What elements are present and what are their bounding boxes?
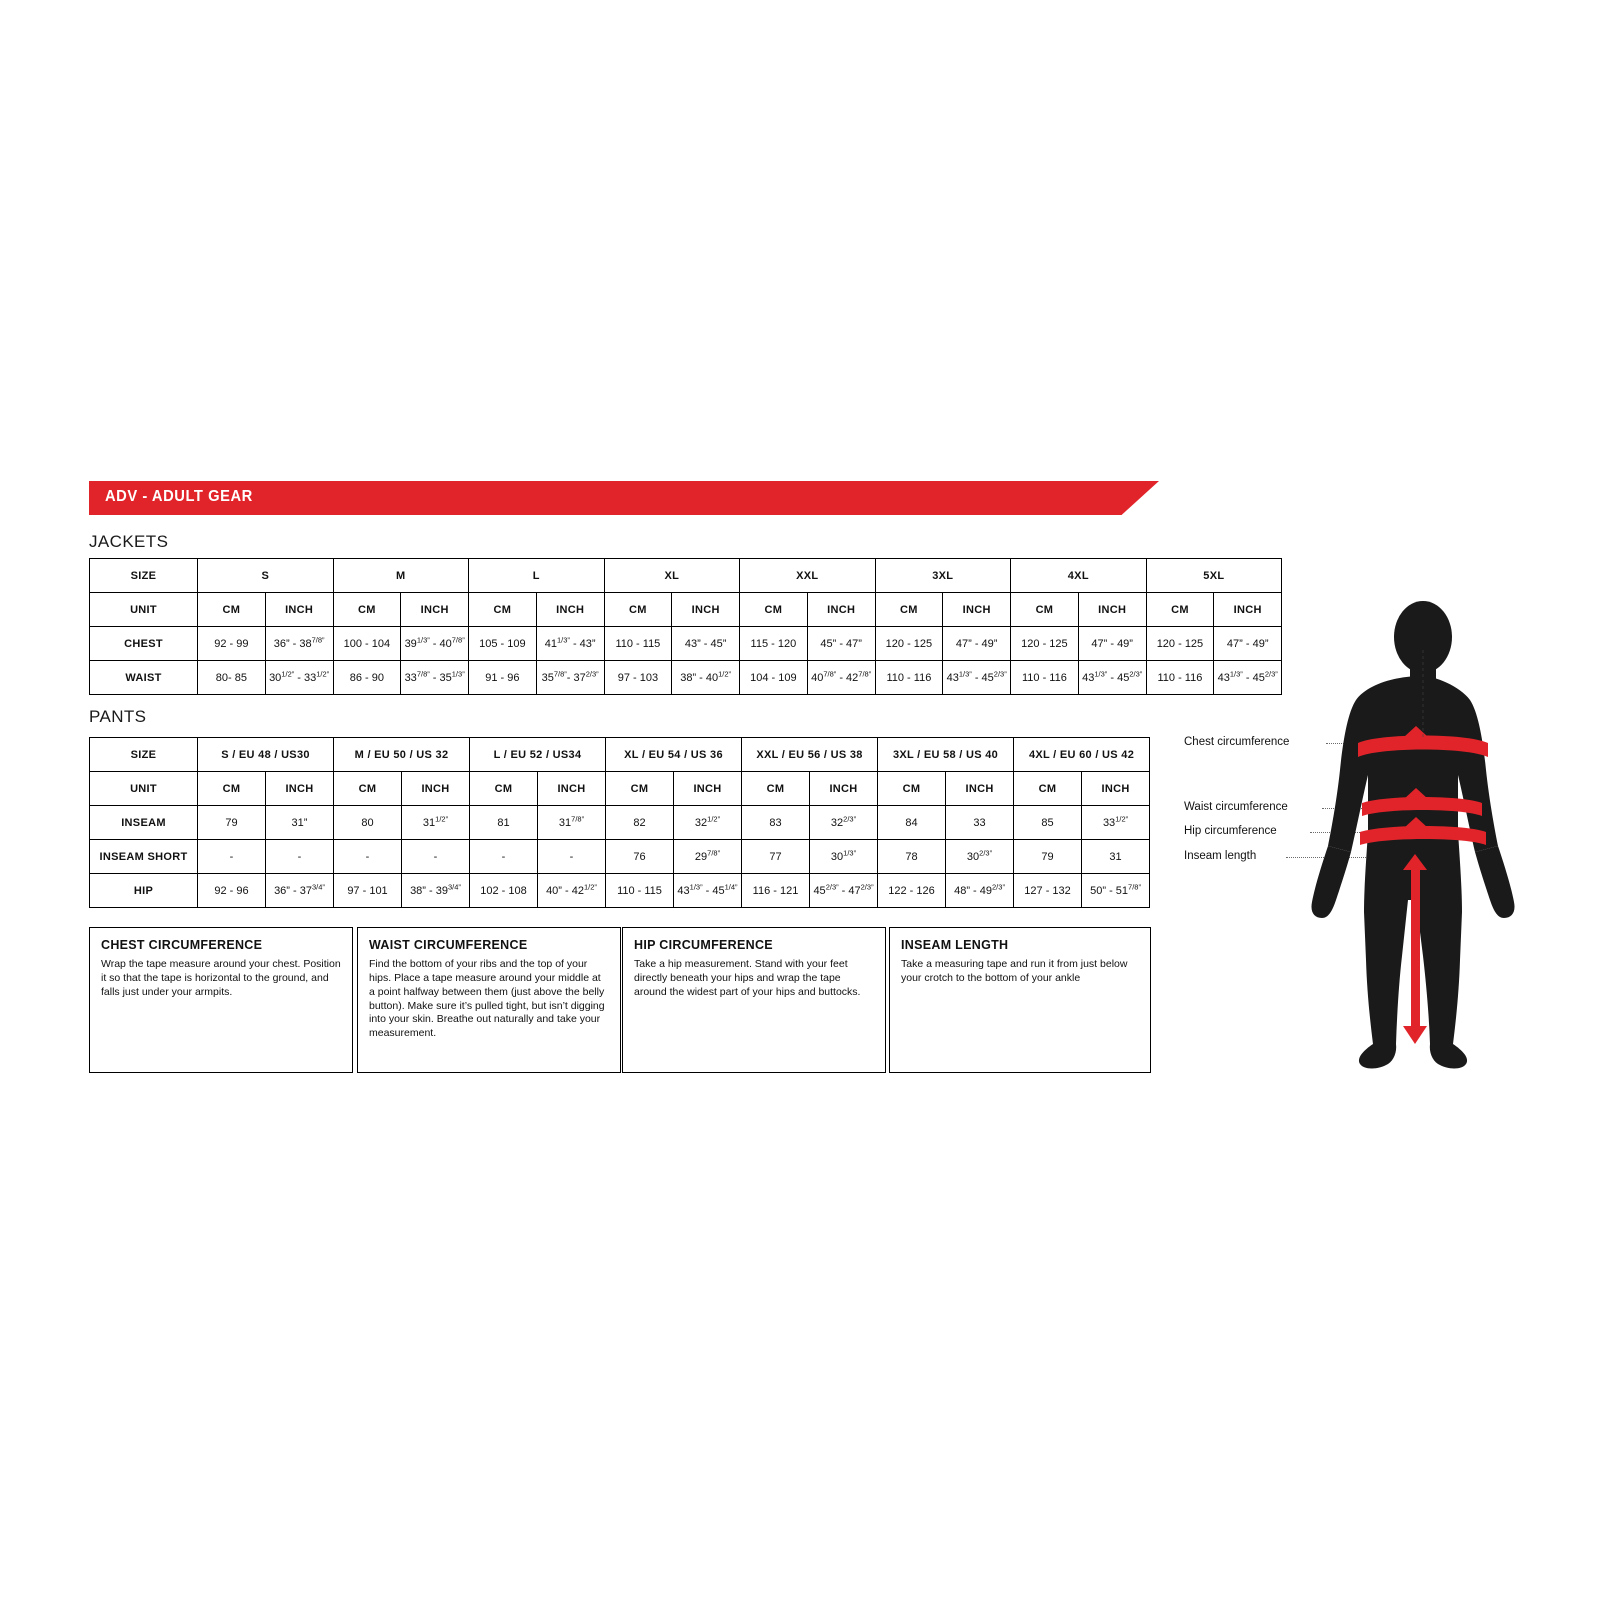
cell-inch: 48” - $49^{2/3”}$ [946, 874, 1014, 908]
cell-inch: $33^{7/8”} - 35^{1/3”}$ [401, 661, 469, 695]
cell-inch: $40^{7/8”} - 42^{7/8”}$ [807, 661, 875, 695]
info-box-inseam [889, 927, 1151, 1073]
cell-cm: 100 - 104 [333, 627, 401, 661]
size-header-3: XL / EU 54 / US 36 [606, 738, 742, 772]
cell-inch: 43” - 45” [672, 627, 740, 661]
cell-inch: $43^{1/3”} - 45^{1/4”}$ [674, 874, 742, 908]
cell-cm: - [198, 840, 266, 874]
cell-cm: 85 [1014, 806, 1082, 840]
unit-inch-1: INCH [402, 772, 470, 806]
row-label-2: HIP [90, 874, 198, 908]
unit-cm-0: CM [198, 772, 266, 806]
table-row [90, 661, 1282, 695]
cell-inch: $43^{1/3”} - 45^{2/3”}$ [1078, 661, 1146, 695]
cell-inch: 38” - $40^{1/2”}$ [672, 661, 740, 695]
unit-inch-3: INCH [672, 593, 740, 627]
cell-cm: 115 - 120 [740, 627, 808, 661]
jackets-section-title: JACKETS [89, 532, 169, 551]
info-box-inseam-text: Take a measuring tape and run it from just below your crotch to the bottom of your ankle [901, 958, 1128, 984]
pants-section-title: PANTS [89, 707, 147, 726]
cell-inch: 33 [946, 806, 1014, 840]
cell-inch: $41^{1/3”} - 43$” [536, 627, 604, 661]
size-header-6: 4XL [1011, 559, 1147, 593]
unit-inch-1: INCH [401, 593, 469, 627]
unit-cm-7: CM [1146, 593, 1214, 627]
size-header-0: S [198, 559, 334, 593]
figure-label-waist: Waist circumference [1184, 801, 1288, 813]
cell-cm: 86 - 90 [333, 661, 401, 695]
unit-cm-4: CM [742, 772, 810, 806]
info-box-waist-title: WAIST CIRCUMFERENCE [369, 938, 528, 952]
row-label-0: CHEST [90, 627, 198, 661]
header-unit: UNIT [90, 772, 198, 806]
size-header-0: S / EU 48 / US30 [198, 738, 334, 772]
info-box-waist-text: Find the bottom of your ribs and the top of your hips. Place a tape measure around your middle at a point halfway between them (just above the belly button). Make sure it’s pulled tight, but isn’t digging into your skin. Breathe out naturally and take your measurement. [369, 958, 605, 1040]
size-header-1: M [333, 559, 469, 593]
unit-cm-2: CM [470, 772, 538, 806]
cell-inch: 47” - 49” [1078, 627, 1146, 661]
cell-inch: $35^{7/8”}-$ $37^{2/3”}$ [536, 661, 604, 695]
cell-inch: 50” - $51^{7/8”}$ [1082, 874, 1150, 908]
info-box-chest-text: Wrap the tape measure around your chest. Position it so that the tape is horizontal to the ground, and falls just under your armpits. [101, 958, 341, 998]
table-row [90, 627, 1282, 661]
unit-cm-4: CM [740, 593, 808, 627]
cell-inch: $31^{7/8”}$ [538, 806, 606, 840]
unit-inch-4: INCH [807, 593, 875, 627]
info-box-chest [89, 927, 353, 1073]
cell-cm: 116 - 121 [742, 874, 810, 908]
unit-inch-5: INCH [946, 772, 1014, 806]
cell-cm: 110 - 115 [606, 874, 674, 908]
cell-inch: $39^{1/3”} - 40^{7/8”}$ [401, 627, 469, 661]
unit-cm-6: CM [1011, 593, 1079, 627]
cell-inch: $43^{1/3”} - 45^{2/3”}$ [943, 661, 1011, 695]
row-label-1: INSEAM SHORT [90, 840, 198, 874]
cell-cm: 110 - 116 [1146, 661, 1214, 695]
cell-cm: 122 - 126 [878, 874, 946, 908]
unit-cm-5: CM [878, 772, 946, 806]
info-box-hip-text: Take a hip measurement. Stand with your feet directly beneath your hips and wrap the tape around the widest part of your hips and buttocks. [634, 958, 861, 998]
table-row-units [90, 593, 1282, 627]
info-box-inseam-title: INSEAM LENGTH [901, 938, 1009, 952]
cell-inch: $29^{7/8”}$ [674, 840, 742, 874]
table-row [90, 840, 1150, 874]
unit-inch-3: INCH [674, 772, 742, 806]
cell-inch: $30^{1/3”}$ [810, 840, 878, 874]
size-header-2: L / EU 52 / US34 [470, 738, 606, 772]
size-header-4: XXL [740, 559, 876, 593]
unit-cm-3: CM [606, 772, 674, 806]
unit-cm-5: CM [875, 593, 943, 627]
cell-cm: 97 - 103 [604, 661, 672, 695]
unit-cm-0: CM [198, 593, 266, 627]
size-header-2: L [469, 559, 605, 593]
info-box-hip [622, 927, 886, 1073]
cell-inch: 47” - 49” [1214, 627, 1282, 661]
unit-inch-0: INCH [265, 593, 333, 627]
cell-cm: 79 [198, 806, 266, 840]
cell-inch: 40” - $42^{1/2”}$ [538, 874, 606, 908]
table-row [90, 874, 1150, 908]
jackets-size-table [89, 558, 1282, 695]
cell-cm: 104 - 109 [740, 661, 808, 695]
body-figure [1180, 600, 1580, 1100]
cell-inch: $45^{2/3”} - 47^{2/3”}$ [810, 874, 878, 908]
size-header-4: XXL / EU 56 / US 38 [742, 738, 878, 772]
cell-cm: 82 [606, 806, 674, 840]
unit-inch-6: INCH [1078, 593, 1146, 627]
cell-cm: - [334, 840, 402, 874]
body-figure-svg [1180, 600, 1580, 1100]
unit-inch-0: INCH [266, 772, 334, 806]
figure-label-inseam: Inseam length [1184, 850, 1257, 862]
unit-cm-2: CM [469, 593, 537, 627]
cell-inch: $32^{2/3”}$ [810, 806, 878, 840]
cell-cm: 91 - 96 [469, 661, 537, 695]
cell-inch: 31” [266, 806, 334, 840]
table-row-sizes [90, 559, 1282, 593]
table-row [90, 806, 1150, 840]
cell-inch: 38” - $39^{3/4”}$ [402, 874, 470, 908]
info-box-hip-title: HIP CIRCUMFERENCE [634, 938, 773, 952]
cell-cm: 120 - 125 [875, 627, 943, 661]
cell-cm: 97 - 101 [334, 874, 402, 908]
pants-size-table [89, 737, 1150, 908]
figure-label-chest: Chest circumference [1184, 736, 1290, 748]
size-header-6: 4XL / EU 60 / US 42 [1014, 738, 1150, 772]
size-header-7: 5XL [1146, 559, 1282, 593]
row-label-1: WAIST [90, 661, 198, 695]
unit-cm-6: CM [1014, 772, 1082, 806]
size-header-1: M / EU 50 / US 32 [334, 738, 470, 772]
banner-title: ADV - ADULT GEAR [105, 488, 253, 505]
cell-cm: 92 - 99 [198, 627, 266, 661]
unit-inch-7: INCH [1214, 593, 1282, 627]
cell-cm: 77 [742, 840, 810, 874]
cell-inch: $32^{1/2”}$ [674, 806, 742, 840]
size-header-5: 3XL / EU 58 / US 40 [878, 738, 1014, 772]
info-box-waist [357, 927, 621, 1073]
cell-cm: 81 [470, 806, 538, 840]
row-label-0: INSEAM [90, 806, 198, 840]
cell-inch: - [402, 840, 470, 874]
cell-cm: 110 - 116 [875, 661, 943, 695]
cell-inch: $43^{1/3”} - 45^{2/3”}$ [1214, 661, 1282, 695]
header-size: SIZE [90, 738, 198, 772]
cell-inch: 36” - $38^{7/8”}$ [265, 627, 333, 661]
unit-inch-6: INCH [1082, 772, 1150, 806]
cell-inch: $31^{1/2”}$ [402, 806, 470, 840]
cell-cm: 79 [1014, 840, 1082, 874]
unit-inch-5: INCH [943, 593, 1011, 627]
cell-inch: 31 [1082, 840, 1150, 874]
unit-inch-2: INCH [536, 593, 604, 627]
table-row-sizes [90, 738, 1150, 772]
cell-cm: 110 - 115 [604, 627, 672, 661]
cell-cm: 105 - 109 [469, 627, 537, 661]
cell-inch: 45” - 47” [807, 627, 875, 661]
cell-inch: - [266, 840, 334, 874]
cell-cm: 80- 85 [198, 661, 266, 695]
header-size: SIZE [90, 559, 198, 593]
cell-cm: 120 - 125 [1146, 627, 1214, 661]
unit-cm-1: CM [334, 772, 402, 806]
cell-inch: $30^{2/3”}$ [946, 840, 1014, 874]
cell-cm: - [470, 840, 538, 874]
cell-cm: 83 [742, 806, 810, 840]
cell-inch: $30^{1/2”} - 33^{1/2”}$ [265, 661, 333, 695]
unit-cm-1: CM [333, 593, 401, 627]
unit-inch-4: INCH [810, 772, 878, 806]
unit-inch-2: INCH [538, 772, 606, 806]
cell-inch: 36” - $37^{3/4”}$ [266, 874, 334, 908]
size-header-5: 3XL [875, 559, 1011, 593]
unit-cm-3: CM [604, 593, 672, 627]
table-row-units [90, 772, 1150, 806]
cell-inch: $33^{1/2”}$ [1082, 806, 1150, 840]
cell-cm: 76 [606, 840, 674, 874]
info-box-chest-title: CHEST CIRCUMFERENCE [101, 938, 263, 952]
size-header-3: XL [604, 559, 740, 593]
cell-cm: 80 [334, 806, 402, 840]
cell-cm: 78 [878, 840, 946, 874]
cell-cm: 84 [878, 806, 946, 840]
header-unit: UNIT [90, 593, 198, 627]
cell-inch: - [538, 840, 606, 874]
cell-cm: 102 - 108 [470, 874, 538, 908]
cell-cm: 110 - 116 [1011, 661, 1079, 695]
cell-cm: 120 - 125 [1011, 627, 1079, 661]
cell-inch: 47” - 49” [943, 627, 1011, 661]
cell-cm: 127 - 132 [1014, 874, 1082, 908]
cell-cm: 92 - 96 [198, 874, 266, 908]
figure-label-hip: Hip circumference [1184, 825, 1277, 837]
header-banner [89, 481, 1159, 515]
